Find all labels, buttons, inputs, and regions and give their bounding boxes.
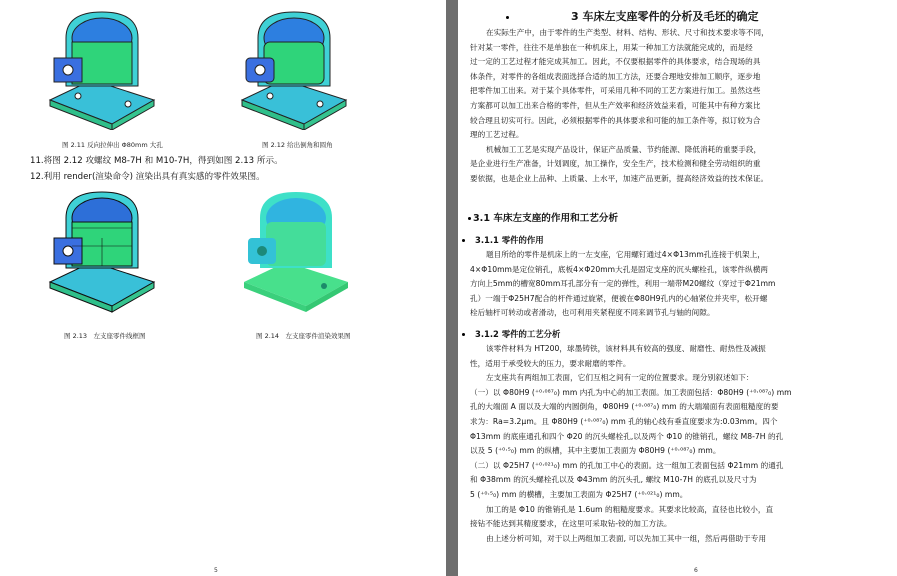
text-line: 体条件，对零件的各组成表面选择合适的加工方法，还要合理地安排加工顺序，逐步地	[470, 71, 761, 81]
step-12-text: 12.利用 render(渲染命令) 渲染出具有真实感的零件效果图。	[30, 172, 265, 182]
text-line: 接钻不能达到其精度要求，在这里可采取钻-铰的加工方法。	[470, 519, 672, 529]
chapter-title: 3 车床左支座零件的分析及毛坯的确定	[576, 8, 758, 24]
model-image	[236, 188, 354, 320]
text-line: 以及 5 (⁺⁰·⁵₀) mm 的纵槽，其中主要加工表面为 Φ80H9 (⁺⁰·⁰⁸⁷₀) mm。	[470, 446, 721, 456]
figure-2-11	[42, 8, 160, 130]
text-line: 5 (⁺⁰·⁵₀) mm 的横槽，主要加工表面为 Φ25H7 (⁺⁰·⁰²¹₀) mm。	[470, 489, 688, 499]
text-line: 该零件材料为 HT200，球墨铸铁，该材料具有较高的强度、耐磨性、耐热性及减振	[486, 344, 766, 353]
section-3-1-2-heading: 3.1.2 零件的工艺分析	[476, 328, 560, 340]
model-image	[42, 8, 160, 130]
section-3-1-1-heading: 3.1.1 零件的作用	[476, 234, 544, 246]
figure-caption: 图 2.13 左支座零件线框图	[64, 332, 146, 340]
text-line: 孔的大端面 A 面以及大端的内圆倒角，Φ80H9 (⁺⁰·⁰⁸⁷₀) mm 的大端端面有表面粗糙度的要	[470, 402, 779, 412]
figure-caption: 图 2.11 反向拉伸出 Φ80mm 大孔	[62, 141, 163, 149]
page-number: 6	[694, 567, 698, 574]
text-line: （一）以 Φ80H9 (⁺⁰·⁰⁸⁷₀) mm 内孔为中心的加工表面。加工表面包括：Φ80H9 (⁺⁰·⁰⁸⁷₀) mm	[470, 387, 792, 397]
figure-2-14	[236, 188, 354, 310]
text-line: 要依据，也是企业上品种、上质量、上水平，加速产品更新，提高经济效益的技术保证。	[470, 173, 769, 183]
text-line: 把零件加工出来。对于某个具体零件，可采用几种不同的工艺方案进行加工。虽然这些	[470, 86, 761, 96]
figure-caption: 图 2.12 给出倒角和圆角	[262, 141, 333, 149]
text-line: 左支座共有两组加工表面，它们互相之间有一定的位置要求。现分别叙述如下：	[486, 373, 754, 383]
section-3-1-1-body	[470, 248, 878, 321]
bullet-icon	[506, 16, 509, 19]
text-line: 4×Φ10mm是定位销孔，底板4×Φ20mm大孔是固定支座的沉头螺栓孔，该零件纵横两	[470, 264, 768, 274]
text-line: 方案都可以加工出来合格的零件，但从生产效率和经济效益来看，可能其中有种方案比	[470, 100, 761, 110]
text-line: （二）以 Φ25H7 (⁺⁰·⁰²¹₀) mm 的孔加工中心的表面。这一组加工表面包括 Φ21mm 的通孔	[470, 460, 784, 470]
text-line: 在实际生产中，由于零件的生产类型、材料、结构、形状、尺寸和技术要求等不同，	[486, 28, 769, 37]
text-line: 孔）一端于Φ25H7配合的杆件通过旋紧，便被在Φ80H9孔内的心轴紧位并夹牢，松开螺	[470, 293, 768, 303]
text-line: 和 Φ38mm 的沉头螺栓孔以及 Φ43mm 的沉头孔, 螺纹 M10-7H 的底孔以及尺寸为	[470, 475, 757, 485]
text-line: 针对某一零件，往往不是单独在一种机床上，用某一种加工方法就能完成的，而是经	[470, 42, 753, 52]
figure-2-13	[42, 188, 160, 310]
left-page	[0, 0, 446, 576]
figure-caption: 图 2.14 左支座零件渲染效果图	[256, 332, 351, 340]
text-line: 较合理且切实可行。因此，必须根据零件的具体要求和可能的加工条件等，拟订较为合	[470, 115, 761, 125]
text-line: 性，适用于承受较大的压力，要求耐磨的零件。	[470, 358, 631, 368]
step-11-text: 11.将图 2.12 攻螺纹 M8-7H 和 M10-7H，得到如图 2.13 所示。	[30, 156, 283, 166]
text-line: 栓后轴杆可转动或者滑动，也可利用夹紧程度不同来调节孔与轴的间隙。	[470, 308, 715, 318]
page-gap	[446, 0, 458, 576]
right-page	[458, 0, 897, 576]
figure-2-12	[234, 8, 352, 130]
text-line: 过一定的工艺过程才能完成其加工。因此，不仅要根据零件的具体要求，结合现场的具	[470, 57, 761, 67]
text-line: Φ13mm 的底座通孔和四个 Φ20 的沉头螺栓孔,以及两个 Φ10 的锥销孔，螺纹 M8-7H 的孔	[470, 431, 784, 441]
text-line: 题目所给的零件是机床上的一左支座，它用螺钉通过4×Φ13mm孔连接于机架上，	[486, 250, 765, 259]
model-image	[234, 8, 352, 130]
section-3-1-heading: 3.1 车床左支座的作用和工艺分析	[468, 210, 618, 224]
text-line: 由上述分析可知，对于以上两组加工表面, 可以先加工其中一组，然后再借助于专用	[486, 533, 767, 543]
text-line: 是企业进行生产准备，计划调度，加工操作，安全生产，技术检测和健全劳动组织的重	[470, 159, 761, 169]
page-number: 5	[214, 567, 218, 574]
section-3-1-2-body	[470, 342, 878, 546]
intro-paragraph	[470, 26, 878, 187]
model-image	[42, 188, 160, 320]
bullet-icon	[468, 217, 471, 220]
text-line: 机械加工工艺是实现产品设计，保证产品质量、节约能源、降低消耗的重要手段，	[486, 144, 762, 154]
text-line: 加工的是 Φ10 的锥销孔是 1.6um 的粗糙度要求。其要求比较高，直径也比较小，直	[486, 504, 774, 514]
text-line: 求为：Ra=3.2μm。且 Φ80H9 (⁺⁰·⁰⁸⁷₀) mm 孔的轴心线有垂直度要求为:0.03mm。四个	[470, 416, 778, 426]
bullet-icon	[462, 333, 465, 336]
text-line: 方向上5mm的槽宽80mm耳孔部分有一定的弹性，利用一端带M20螺纹（穿过于Φ21mm	[470, 279, 776, 289]
text-line: 理的工艺过程。	[470, 130, 524, 140]
bullet-icon	[462, 239, 465, 242]
